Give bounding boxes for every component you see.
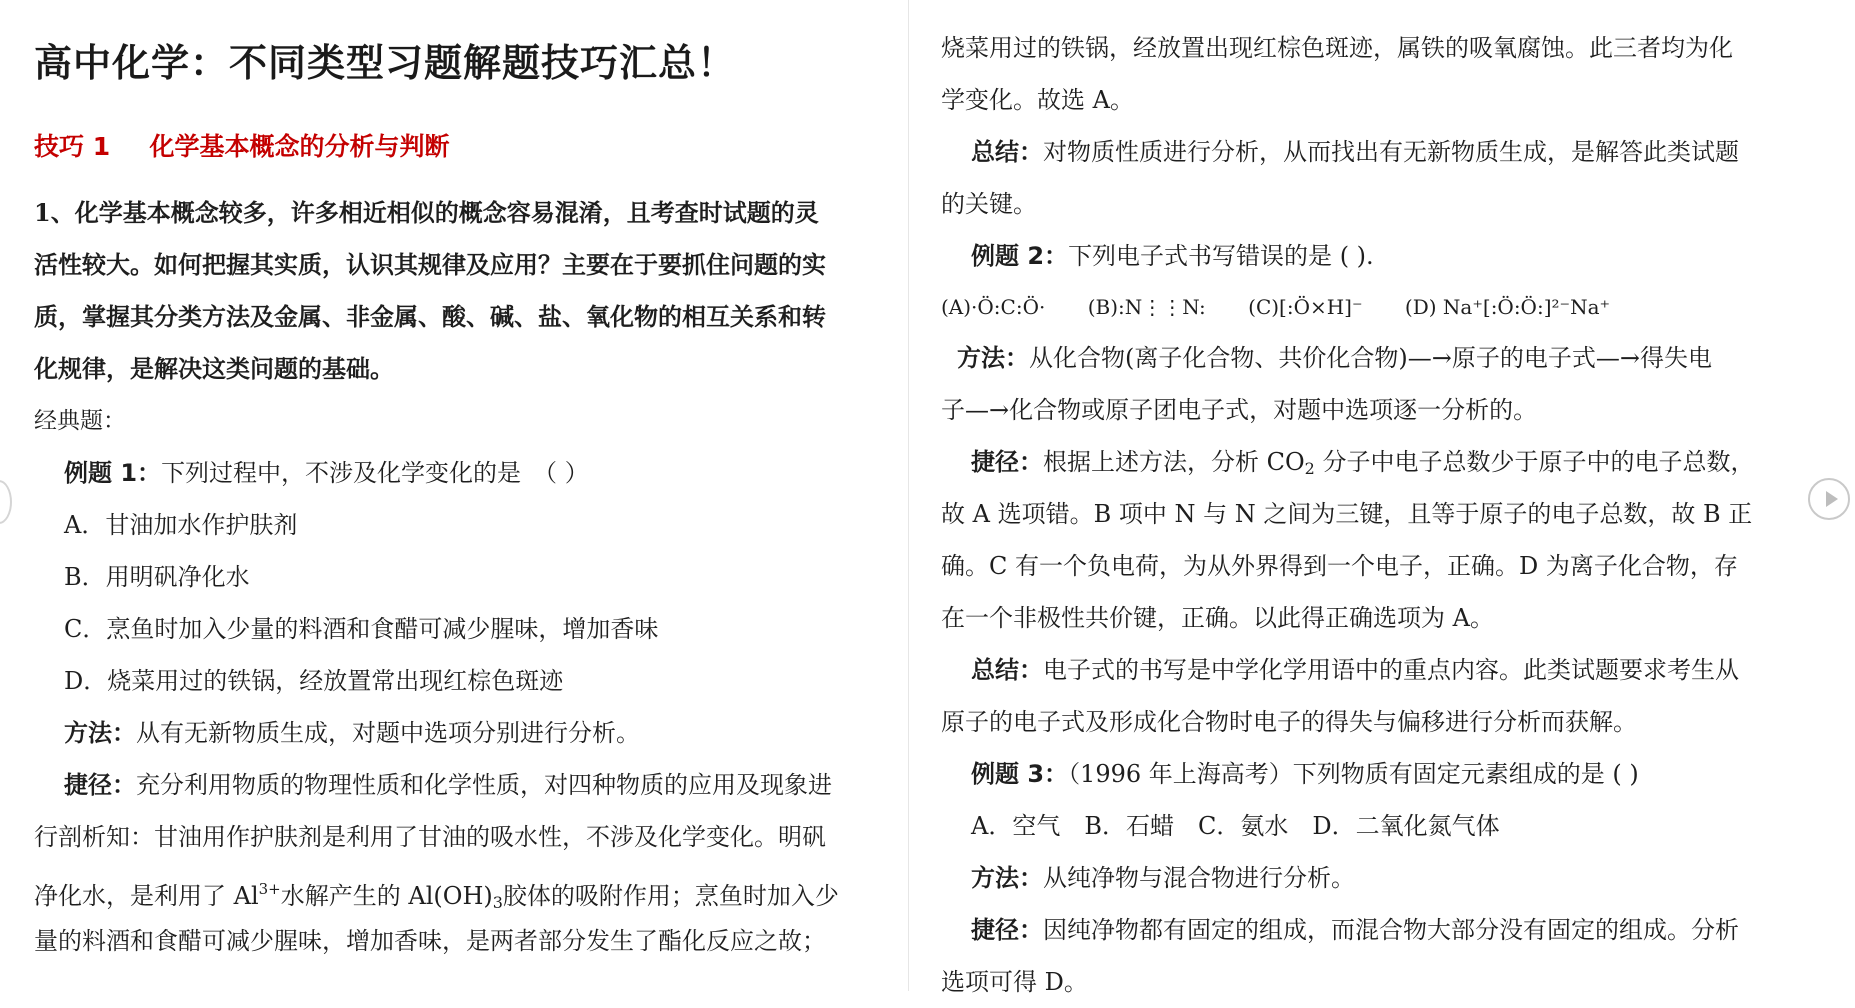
shortcut-1-text: 净化水，是利用了 Al	[34, 882, 259, 910]
method-1-label: 方法：	[64, 718, 136, 747]
shortcut-1-line	[34, 759, 905, 811]
example-1-option: B．用明矾净化水	[64, 563, 250, 591]
example-3-options: A．空气 B．石蜡 C．氨水 D．二氧化氮气体	[971, 812, 1500, 840]
section-name: 化学基本概念的分析与判断	[149, 132, 450, 161]
method-1	[34, 707, 905, 759]
formula-option-a: (A)·Ö:C:Ö·	[941, 295, 1046, 319]
method-3-label: 方法：	[971, 863, 1043, 892]
shortcut-1-line	[34, 863, 905, 915]
summary-2-label: 总结：	[971, 655, 1043, 684]
method-2-label: 方法：	[957, 343, 1029, 372]
shortcut-2-line: 在一个非极性共价键，正确。以此得正确选项为 A。	[941, 604, 1494, 632]
summary-2-text: 电子式的书写是中学化学用语中的重点内容。此类试题要求考生从	[1043, 656, 1739, 684]
formula-option-d: (D) Na⁺[:Ö:Ö:]²⁻Na⁺	[1404, 295, 1611, 319]
shortcut-2-text: 分子中电子总数少于原子中的电子总数，	[1314, 448, 1755, 476]
shortcut-1-text: 充分利用物质的物理性质和化学性质，对四种物质的应用及现象进	[136, 771, 832, 799]
example-3-question: （1996 年上海高考）下列物质有固定元素组成的是 ( )	[1068, 760, 1639, 788]
classic-heading: 经典题：	[34, 408, 126, 434]
shortcut-1-text: 胶体的吸附作用；烹鱼时加入少	[502, 882, 839, 910]
example-1-option: A．甘油加水作护肤剂	[64, 511, 298, 539]
example-2-question: 下列电子式书写错误的是 ( ).	[1068, 242, 1374, 270]
method-3-text: 从纯净物与混合物进行分析。	[1043, 864, 1355, 892]
summary-1-label: 总结：	[971, 137, 1043, 166]
method-2	[941, 332, 1808, 384]
summary-1-text: 对物质性质进行分析，从而找出有无新物质生成，是解答此类试题	[1043, 138, 1739, 166]
shortcut-1-label: 捷径：	[64, 770, 136, 799]
example-1-option: C．烹鱼时加入少量的料酒和食醋可减少腥味，增加香味	[64, 615, 659, 643]
example-1-option: D．烧菜用过的铁锅，经放置常出现红棕色斑迹	[64, 667, 564, 695]
example-3-label: 例题 3：	[971, 760, 1069, 788]
shortcut-2-line: 确。C 有一个负电荷，为从外界得到一个电子，正确。D 为离子化合物，存	[941, 552, 1738, 580]
shortcut-2-label: 捷径：	[971, 447, 1043, 476]
continued-line: 烧菜用过的铁锅，经放置出现红棕色斑迹，属铁的吸氧腐蚀。此三者均为化	[941, 34, 1733, 62]
summary-1	[941, 126, 1808, 178]
superscript: 3+	[258, 880, 281, 898]
example-2-label: 例题 2：	[971, 242, 1069, 270]
method-1-text: 从有无新物质生成，对题中选项分别进行分析。	[136, 719, 640, 747]
shortcut-3-text: 因纯净物都有固定的组成，而混合物大部分没有固定的组成。分析	[1043, 916, 1739, 944]
method-3	[941, 852, 1808, 904]
shortcut-3-label: 捷径：	[971, 915, 1043, 944]
page-title: 高中化学：不同类型习题解题技巧汇总！	[34, 41, 737, 85]
section-heading	[34, 127, 905, 163]
summary-1-line: 的关键。	[941, 190, 1037, 218]
summary-2-line: 原子的电子式及形成化合物时电子的得失与偏移进行分析而获解。	[941, 708, 1637, 736]
subscript: 3	[492, 893, 503, 912]
intro-line: 化规律，是解决这类问题的基础。	[34, 354, 394, 383]
left-page	[0, 0, 905, 991]
intro-line: 质，掌握其分类方法及金属、非金属、酸、碱、盐、氧化物的相互关系和转	[34, 302, 826, 331]
shortcut-1-line: 行剖析知：甘油用作护肤剂是利用了甘油的吸水性，不涉及化学变化。明矾	[34, 823, 826, 851]
shortcut-2	[941, 436, 1808, 488]
continued-line: 学变化。故选 A。	[941, 86, 1134, 114]
example-1	[34, 447, 905, 499]
example-2	[941, 230, 1808, 282]
formula-option-b: (B):N⋮⋮N:	[1087, 295, 1206, 319]
intro-paragraph	[34, 187, 905, 395]
shortcut-1	[34, 759, 905, 967]
shortcut-1-text: 水解产生的 Al(OH)	[280, 882, 493, 910]
method-2-text: 从化合物(离子化合物、共价化合物)—→原子的电子式—→得失电	[1029, 344, 1712, 372]
example-3	[941, 748, 1808, 800]
intro-line: 活性较大。如何把握其实质，认识其规律及应用？主要在于要抓住问题的实	[34, 250, 826, 279]
electron-formula-options	[941, 282, 1808, 332]
shortcut-3-line: 选项可得 D。	[941, 968, 1088, 996]
shortcut-2-line: 故 A 选项错。B 项中 N 与 N 之间为三键，且等于原子的电子总数，故 B 正	[941, 500, 1753, 528]
next-page-button[interactable]	[1808, 478, 1850, 520]
shortcut-1-line: 量的料酒和食醋可减少腥味，增加香味，是两者部分发生了酯化反应之故；	[34, 927, 826, 955]
summary-2	[941, 644, 1808, 696]
right-page	[908, 0, 1808, 996]
intro-line: 1、化学基本概念较多，许多相近相似的概念容易混淆，且考查时试题的灵	[34, 198, 819, 227]
subscript: 2	[1304, 459, 1315, 478]
example-1-label: 例题 1：	[64, 459, 162, 487]
shortcut-2-text: 根据上述方法，分析 CO	[1043, 448, 1305, 476]
section-number: 技巧 1	[34, 132, 111, 161]
method-2-line: 子—→化合物或原子团电子式，对题中选项逐一分析的。	[941, 396, 1538, 424]
shortcut-3	[941, 904, 1808, 956]
example-1-question: 下列过程中，不涉及化学变化的是 （ ）	[161, 459, 589, 487]
formula-option-c: (C)[:Ö×H]⁻	[1248, 295, 1363, 319]
